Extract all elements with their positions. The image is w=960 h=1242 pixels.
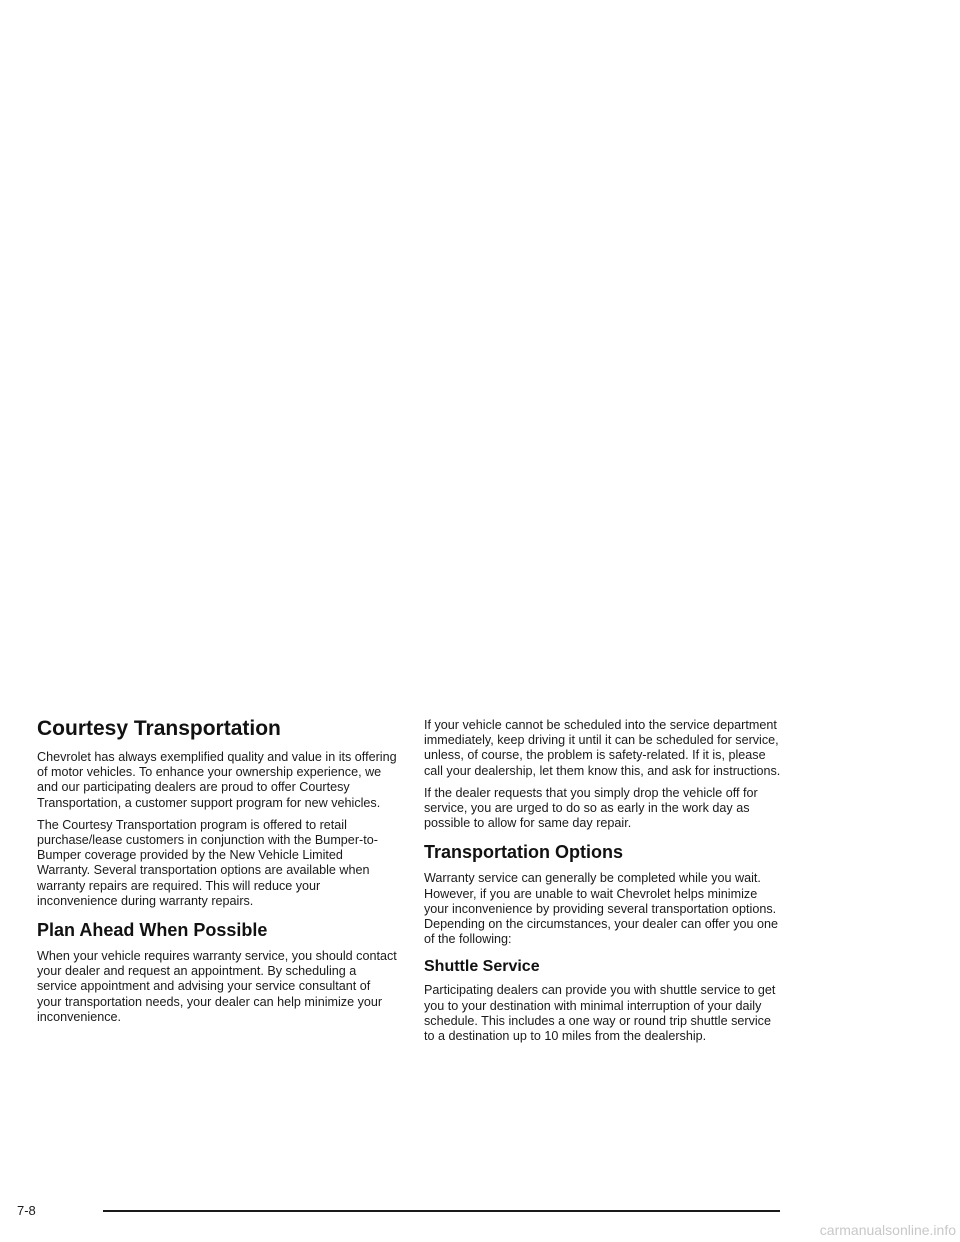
intro-paragraph-1: Chevrolet has always exemplified quality and value in its offering of motor vehicles. To enhance your ownership experience, we and our participating dealers are proud to offer Courtesy Transportation, a customer support program for new vehicles.	[37, 750, 397, 810]
drop-off-paragraph: If the dealer requests that you simply drop the vehicle off for service, you are urged to do so as early in the work day as possible to allow for same day repair.	[424, 785, 758, 831]
transportation-options-paragraph: Warranty service can generally be completed while you wait. However, if you are unable to wait Chevrolet helps minimize your inconvenience by providing several transportation options. Depending on the circumstances, your dealer can offer you one of the following:	[424, 871, 779, 947]
section-title-courtesy-transportation: Courtesy Transportation	[37, 717, 281, 740]
scheduling-paragraph: If your vehicle cannot be scheduled into the service department immediately, keep driving it until it can be scheduled for service, unless, of course, the problem is safety-related. If it is, please call your dealership, let them know this, and ask for instructions.	[424, 718, 781, 778]
heading-shuttle-service: Shuttle Service	[424, 958, 540, 976]
heading-transportation-options: Transportation Options	[424, 842, 624, 863]
watermark: carmanualsonline.info	[819, 1222, 956, 1238]
right-column	[424, 718, 784, 1051]
plan-ahead-paragraph: When your vehicle requires warranty service, you should contact your dealer and request an appointment. By scheduling a service appointment and advising your service consultant of your transportation needs, your dealer can help minimize your inconvenience.	[37, 949, 397, 1024]
intro-paragraph-2: The Courtesy Transportation program is offered to retail purchase/lease customers in conjunction with the Bumper-to-Bumper coverage provided by the New Vehicle Limited Warranty. Several transportation options are available when warranty repairs are required. This will reduce your inconvenience during warranty repairs.	[37, 817, 378, 908]
heading-plan-ahead: Plan Ahead When Possible	[37, 920, 268, 941]
shuttle-service-paragraph: Participating dealers can provide you with shuttle service to get you to your destination with minimal interruption of your daily schedule. This includes a one way or round trip shuttle service to a destination up to 10 miles from the dealership.	[424, 983, 776, 1044]
footer-divider	[103, 1210, 780, 1212]
page-number: 7-8	[17, 1203, 36, 1218]
left-column	[37, 716, 397, 1032]
